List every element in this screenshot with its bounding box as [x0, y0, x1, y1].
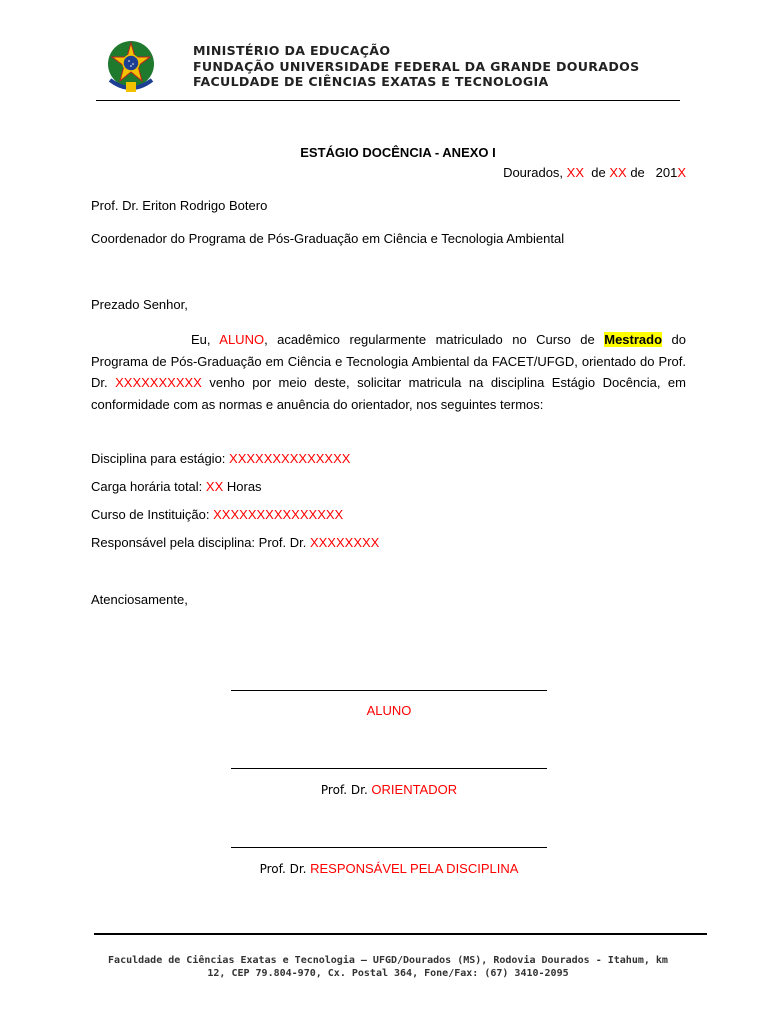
- signature-responsible: [231, 861, 547, 876]
- term-label: Responsável pela disciplina: Prof. Dr.: [91, 535, 307, 550]
- body-part-1: Eu,: [191, 332, 211, 347]
- header-university: FUNDAÇÃO UNIVERSIDADE FEDERAL DA GRANDE DOURADOS: [193, 58, 640, 74]
- date-year-suffix: X: [677, 165, 686, 180]
- course-highlight: Mestrado: [604, 332, 663, 347]
- footer-address: [90, 955, 686, 980]
- date-de-1: de: [591, 165, 606, 180]
- signature-name: ORIENTADOR: [371, 782, 458, 797]
- term-value: XX: [205, 479, 224, 494]
- term-workload: [91, 479, 262, 494]
- term-label: Carga horária total:: [91, 479, 203, 494]
- student-placeholder: ALUNO: [219, 332, 265, 347]
- term-unit: Horas: [226, 479, 262, 494]
- signature-name: ALUNO: [366, 703, 412, 718]
- footer-line-2: 12, CEP 79.804-970, Cx. Postal 364, Fone/Fax: (67) 3410-2095: [207, 967, 569, 979]
- body-part-3: do Programa de Pós-Graduação em Ciência e Tecnologia Ambiental da FACET/UFGD, orientado do Prof. Dr.: [91, 332, 686, 390]
- signature-line-student: [231, 690, 547, 691]
- term-responsible: [91, 535, 379, 550]
- advisor-placeholder: XXXXXXXXXX: [115, 375, 202, 390]
- header-faculty: FACULDADE DE CIÊNCIAS EXATAS E TECNOLOGIA: [193, 74, 549, 89]
- body-part-4: venho por meio deste, solicitar matricula na disciplina Estágio Docência, em conformidade com as normas e anuência do orientador, nos seguintes termos:: [91, 375, 686, 412]
- term-value: XXXXXXXX: [309, 535, 380, 550]
- footer-line-1: Faculdade de Ciências Exatas e Tecnologia – UFGD/Dourados (MS), Rodovia Dourados - Itahum, km: [108, 955, 668, 966]
- header-divider: [96, 100, 680, 101]
- header-ministry: MINISTÉRIO DA EDUCAÇÃO: [193, 43, 391, 58]
- date-year-prefix: 201: [655, 165, 678, 180]
- footer-divider: [94, 933, 707, 935]
- closing: Atenciosamente,: [91, 592, 188, 607]
- term-value: XXXXXXXXXXXXXX: [229, 451, 351, 466]
- term-discipline: [91, 451, 350, 466]
- recipient-name: Prof. Dr. Eriton Rodrigo Botero: [91, 198, 268, 213]
- document-title: ESTÁGIO DOCÊNCIA - ANEXO I: [300, 145, 496, 160]
- signature-student: [231, 703, 547, 718]
- term-label: Curso de Instituição:: [91, 507, 210, 522]
- recipient-role: Coordenador do Programa de Pós-Graduação em Ciência e Tecnologia Ambiental: [91, 231, 565, 246]
- term-institution-course: [91, 507, 343, 522]
- signature-line-responsible: [231, 847, 547, 848]
- brazil-coat-of-arms-icon: [104, 38, 158, 94]
- date-de-2: de: [630, 165, 645, 180]
- institution-header: [193, 43, 639, 90]
- date-day: XX: [566, 165, 585, 180]
- date-line: [503, 165, 686, 180]
- term-value: XXXXXXXXXXXXXXX: [213, 507, 344, 522]
- signature-name: RESPONSÁVEL PELA DISCIPLINA: [310, 861, 519, 876]
- signature-advisor: [231, 782, 547, 797]
- body-part-2: , acadêmico regularmente matriculado no Curso de: [264, 332, 595, 347]
- signature-prefix: Prof. Dr.: [320, 783, 368, 797]
- term-label: Disciplina para estágio:: [91, 451, 226, 466]
- signature-prefix: Prof. Dr.: [259, 862, 307, 876]
- greeting: Prezado Senhor,: [91, 297, 188, 312]
- signature-line-advisor: [231, 768, 547, 769]
- date-month: XX: [609, 165, 627, 180]
- date-city: Dourados,: [503, 165, 564, 180]
- request-paragraph: [91, 329, 686, 415]
